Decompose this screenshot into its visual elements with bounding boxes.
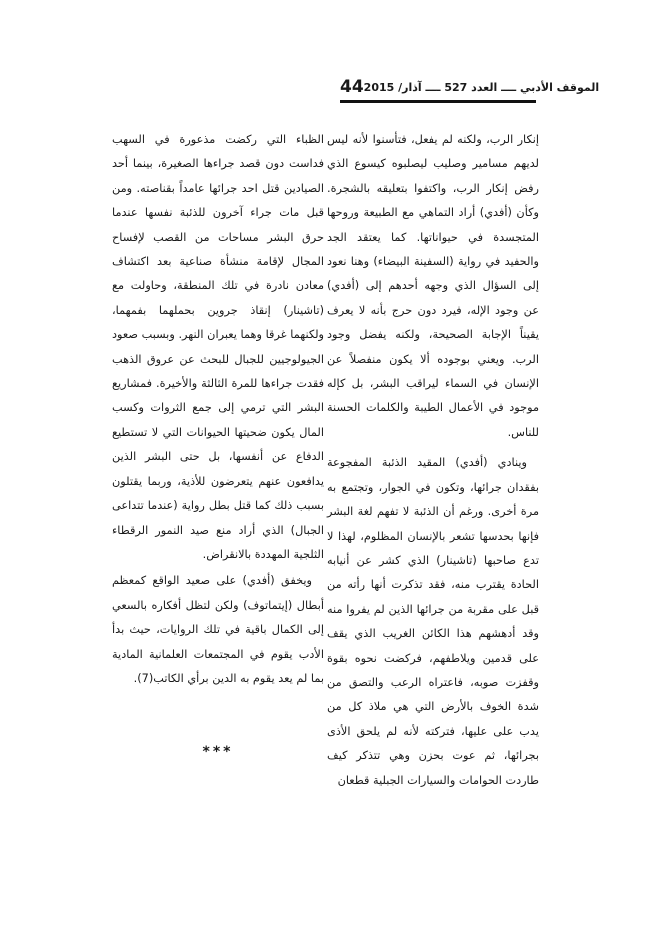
paragraph: ويخفق (أفدي) على صعيد الواقع كمعظم أبطال (إيتماتوف) ولكن لتظل أفكاره بالسعي إلى الكمال باقية في تلك الروايات، حيث بدأ الأدب يقوم في المجتمعات العلمانية المادية بما لم يعد يقوم به الدين برأي الكاتب(7). [112,574,324,685]
paragraph: الظباء التي ركضت مذعورة في السهب فداست دون قصد جراءها الصغيرة، بينما أحد الصيادين قتل احد جرائها عامداً بقناصته. ومن قبل مات جراء آخرون للذئبة نفسها عندما حرق البشر مساحات من القصب لإفساح المجال لإقامة منشأة صناعية بعد اكتشاف معادن نادرة في تلك المنطقة، وحاولت مع (تاشينار) إنقاذ جروين بحملهما بفمهما، ولكنهما غرقا وهما يعبران النهر. وبسبب صعود الجيولوجيين للجبال للبحث عن عروق الذهب فقدت جراءها للمرة الثالثة والأخيرة. فمشاريع البشر التي ترمي إلى جمع الثروات وكسب المال يكون ضحيتها الحيوانات التي لا تستطيع الدفاع عن أنفسها، بل حتى البشر الذين يدافعون عنهم يتعرضون للأذية، وربما يقتلون بسبب ذلك كما قتل بطل رواية (عندما تتداعى الجبال) الذي أراد منع صيد النمور الرقطاء الثلجية المهددة بالانقراض. [112,133,324,561]
page-number: 44 [340,77,364,97]
text-column-right [327,128,539,793]
paragraph: وينادي (أفدي) المقيد الذئبة المفجوعة بفقدان جرائها، وتكون في الجوار، وتجتمع به مرة أخرى. ورغم أن الذئبة لا تفهم لغة البشر فإنها بحدسها تشعر بالإنسان المظلوم، لهذا لا تدع صاحبها (تاشينار) الذي كشر عن أنيابه الحادة يقترب منه، فقد تذكرت أنها رأته من قبل على مقربة من جرائها الذين لم يفروا منه وقد أدهشهم هذا الكائن الغريب الذي يقف على قدمين ويلاطفهم، فركضت نحوه بقوة وقفزت صوبه، فاعتراه الرعب والتصق من شدة الخوف بالأرض التي هي ملاذ كل من يدب على عليها، فتركته لأنه لم يلحق الأذى بجرائها، ثم عوت بحزن وهي تتذكر كيف طاردت الحوامات والسيارات الجبلية قطعان [327,456,539,787]
page-header [340,74,600,100]
paragraph: إنكار الرب، ولكنه لم يفعل، فتأسنوا لأنه ليس لديهم مسامير وصليب ليصلبوه كيسوع الذي رفض إنكار الرب، واكتفوا بتعليقه بالشجرة. وكأن (أفدي) أراد التماهي مع الطبيعة وروحها المتجسدة في حيواناتها. كما يعتقد الجد والحفيد في رواية (السفينة البيضاء) وهنا نعود إلى السؤال الذي وجهه أحدهم إلى (أفدي) عن وجود الإله، فيرد دون حرج بأنه لا يعرف يقيناً الإجابة الصحيحة، ولكنه يفضل وجود الرب. ويعني بوجوده ألا يكون منفصلاً عن الإنسان في السماء ليراقب البشر، بل كإله موجود في الأعمال الطيبة والكلمات الحسنة للناس. [327,133,539,439]
header-rule [340,100,536,103]
running-title: الموقف الأدبي ــــ العدد 527 ــــ آذار/ 2015 [363,80,600,94]
section-separator: *** [202,744,234,760]
text-column-left [112,128,324,691]
